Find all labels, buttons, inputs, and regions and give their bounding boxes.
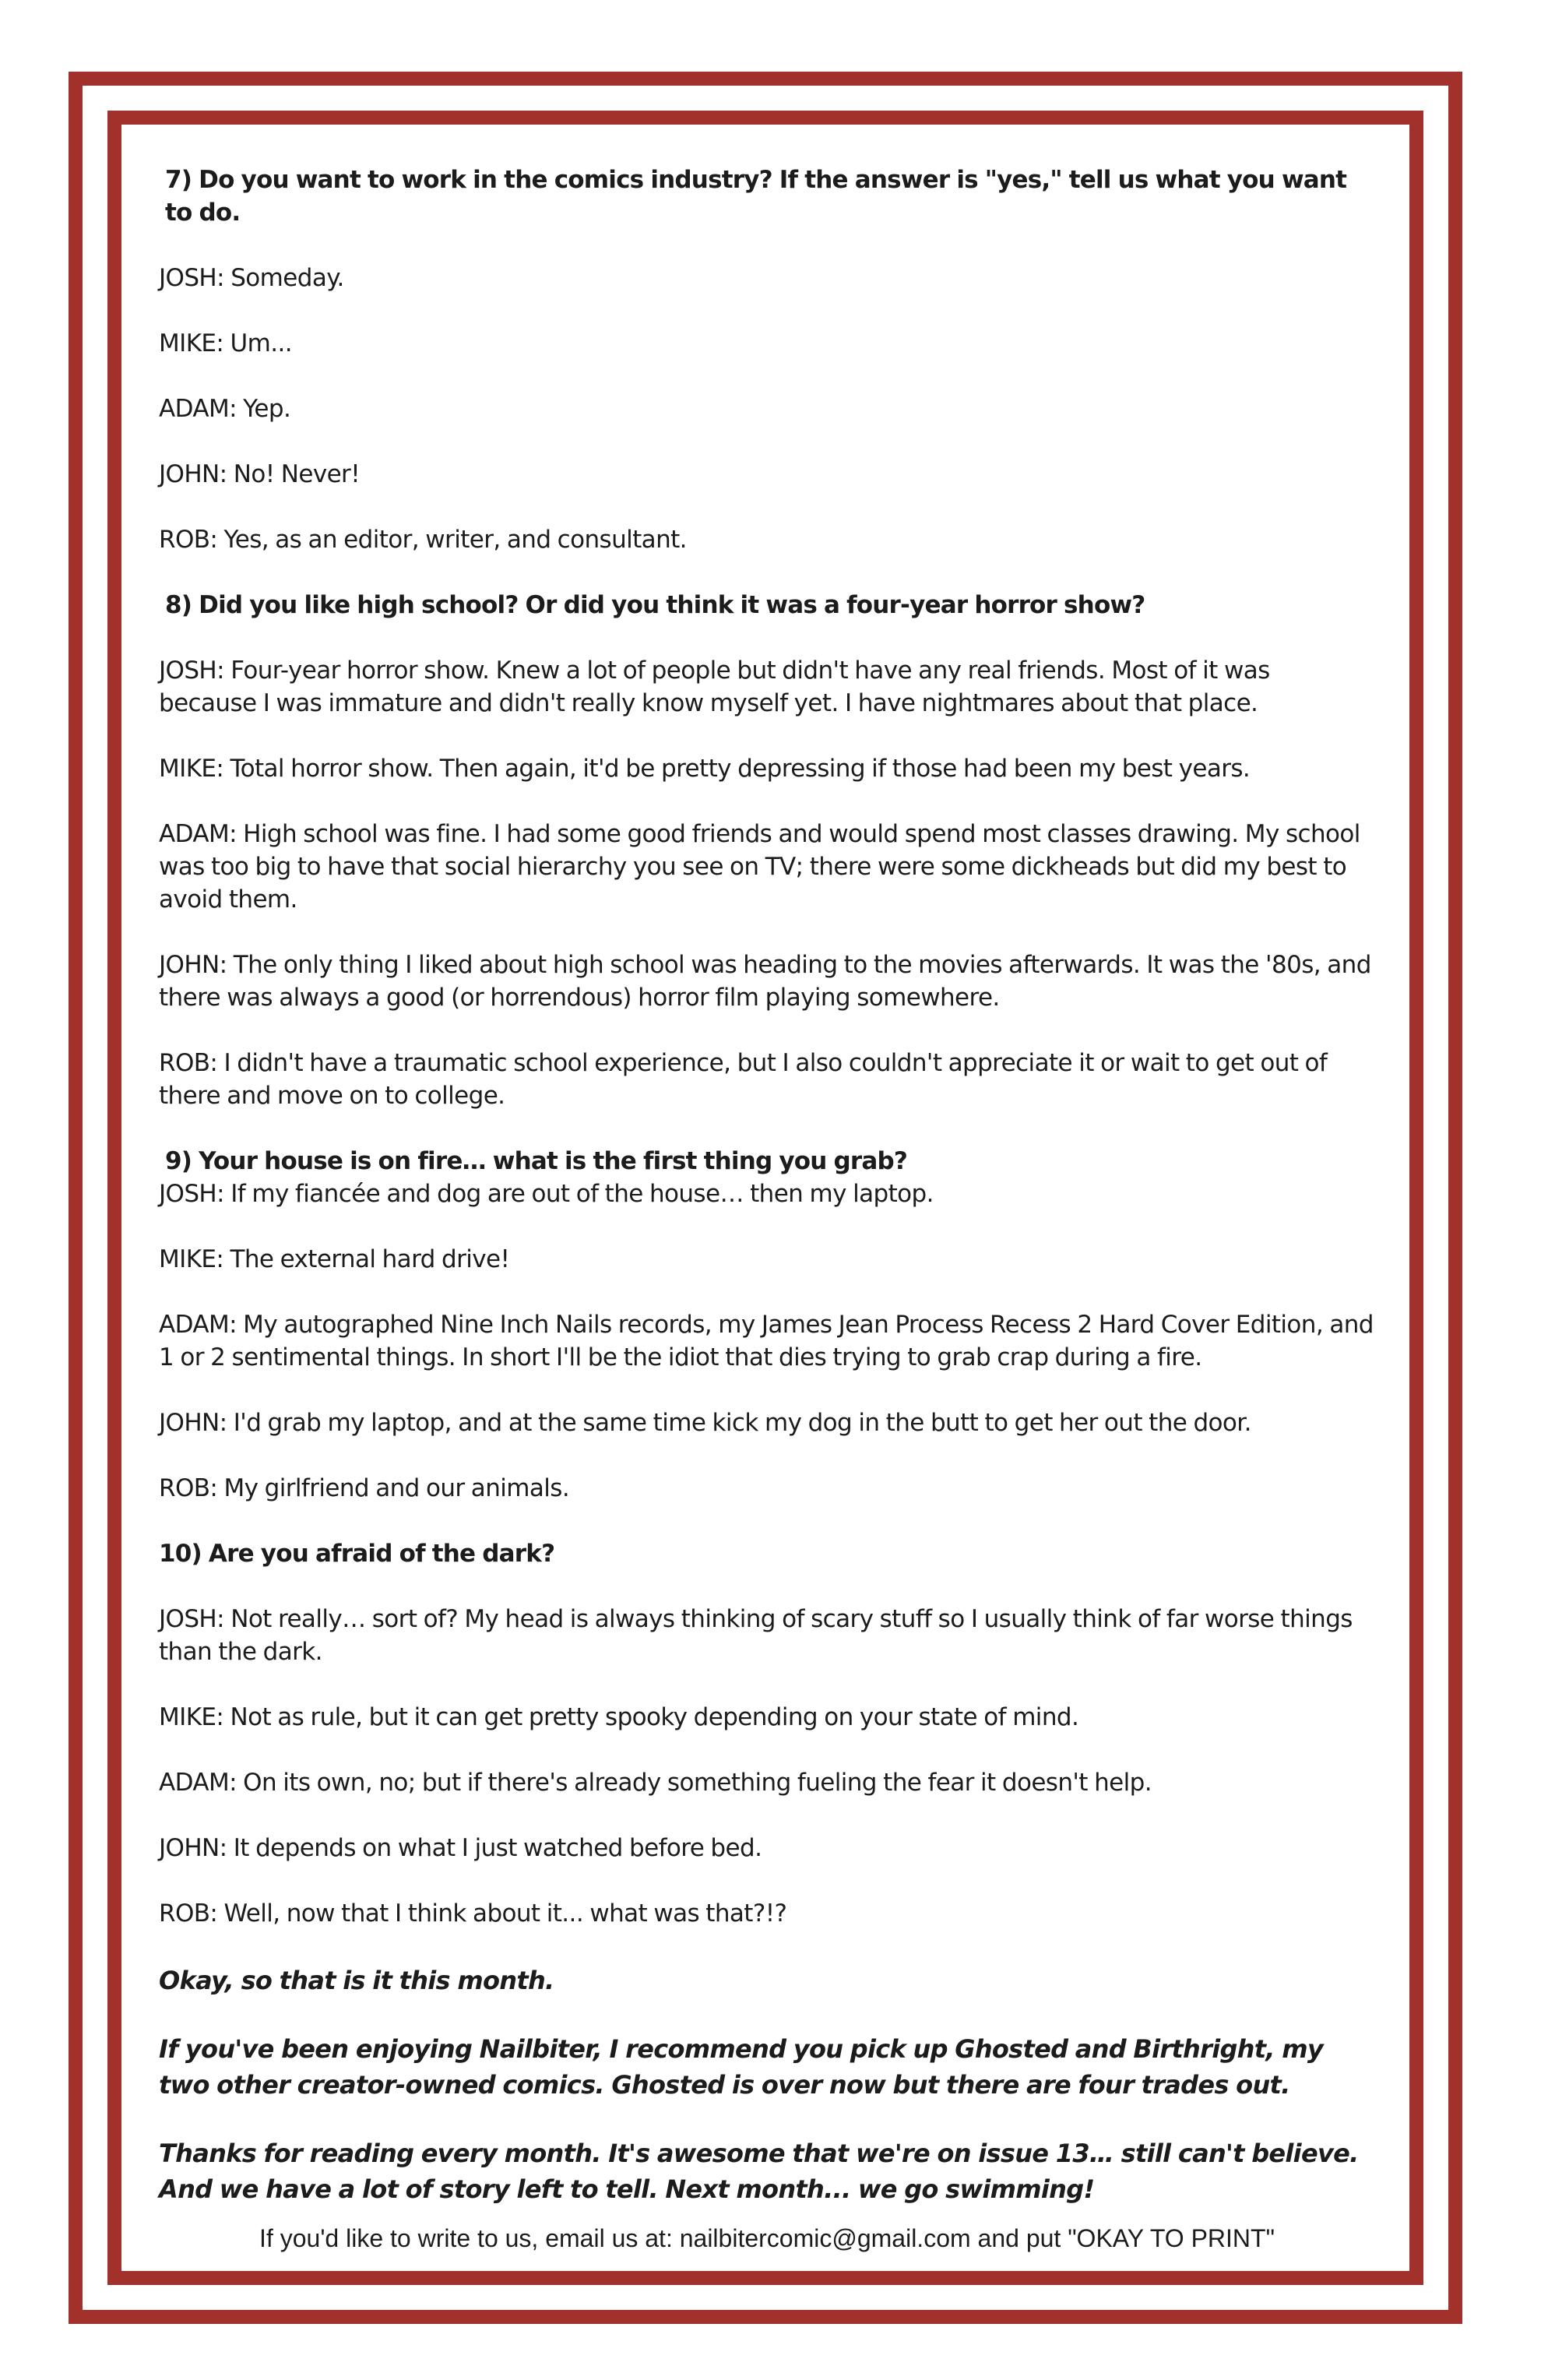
answer-mike: MIKE: Not as rule, but it can get pretty spooky depending on your state of mind.	[159, 1703, 1079, 1731]
answer-rob: ROB: I didn't have a traumatic school experience, but I also couldn't appreciate it or wait to get out of there and move on to college.	[159, 1049, 1328, 1110]
answer-josh: JOSH: Someday.	[159, 264, 344, 292]
question-7: 7) Do you want to work in the comics industry? If the answer is "yes," tell us what you want to do.	[165, 166, 1347, 227]
closing-recommendation: If you've been enjoying Nailbiter, I recommend you pick up Ghosted and Birthright, my two other creator-owned comics. Ghosted is over now but there are four trades out.	[159, 2034, 1324, 2100]
contact-footer: If you'd like to write to us, email us at: nailbitercomic@gmail.com and put "OKAY TO PRINT"	[259, 2224, 1275, 2252]
question-8: 8) Did you like high school? Or did you think it was a four-year horror show?	[165, 591, 1145, 619]
answer-john: JOHN: I'd grab my laptop, and at the same time kick my dog in the butt to get her out the door.	[159, 1409, 1251, 1437]
answer-mike: MIKE: Um...	[159, 329, 292, 357]
answer-mike: MIKE: Total horror show. Then again, it'd be pretty depressing if those had been my best years.	[159, 755, 1251, 783]
answer-adam: ADAM: My autographed Nine Inch Nails records, my James Jean Process Recess 2 Hard Cover Edition, and 1 or 2 sentimental things. In short I'll be the idiot that dies trying to grab crap during a fire.	[159, 1311, 1374, 1371]
closing-thanks: Thanks for reading every month. It's awesome that we're on issue 13… still can't believe. And we have a lot of story left to tell. Next month... we go swimming!	[159, 2139, 1359, 2204]
question-9: 9) Your house is on fire… what is the first thing you grab?	[165, 1147, 908, 1175]
answer-adam: ADAM: On its own, no; but if there's already something fueling the fear it doesn't help.	[159, 1769, 1152, 1797]
answer-mike: MIKE: The external hard drive!	[159, 1245, 510, 1273]
answer-rob: ROB: Yes, as an editor, writer, and consultant.	[159, 526, 687, 554]
letters-column	[159, 164, 1374, 2207]
answer-adam: ADAM: High school was fine. I had some good friends and would spend most classes drawing. My school was too big to have that social hierarchy you see on TV; there were some dickheads but did my best to avoid them.	[159, 820, 1360, 914]
answer-josh: JOSH: If my fiancée and dog are out of the house… then my laptop.	[159, 1180, 934, 1208]
answer-josh: JOSH: Not really… sort of? My head is always thinking of scary stuff so I usually think of far worse things than the dark.	[159, 1605, 1353, 1666]
answer-josh: JOSH: Four-year horror show. Knew a lot of people but didn't have any real friends. Most of it was because I was immature and didn't really know myself yet. I have nightmares about that place.	[159, 657, 1270, 717]
question-10: 10) Are you afraid of the dark?	[159, 1540, 555, 1568]
answer-rob: ROB: Well, now that I think about it... what was that?!?	[159, 1899, 787, 1928]
answer-john: JOHN: No! Never!	[159, 460, 361, 488]
closing-line: Okay, so that is it this month.	[159, 1966, 554, 1995]
answer-john: JOHN: It depends on what I just watched before bed.	[159, 1834, 762, 1862]
answer-john: JOHN: The only thing I liked about high school was heading to the movies afterwards. It was the '80s, and there was always a good (or horrendous) horror film playing somewhere.	[159, 951, 1371, 1012]
answer-adam: ADAM: Yep.	[159, 395, 291, 423]
answer-rob: ROB: My girlfriend and our animals.	[159, 1474, 570, 1502]
